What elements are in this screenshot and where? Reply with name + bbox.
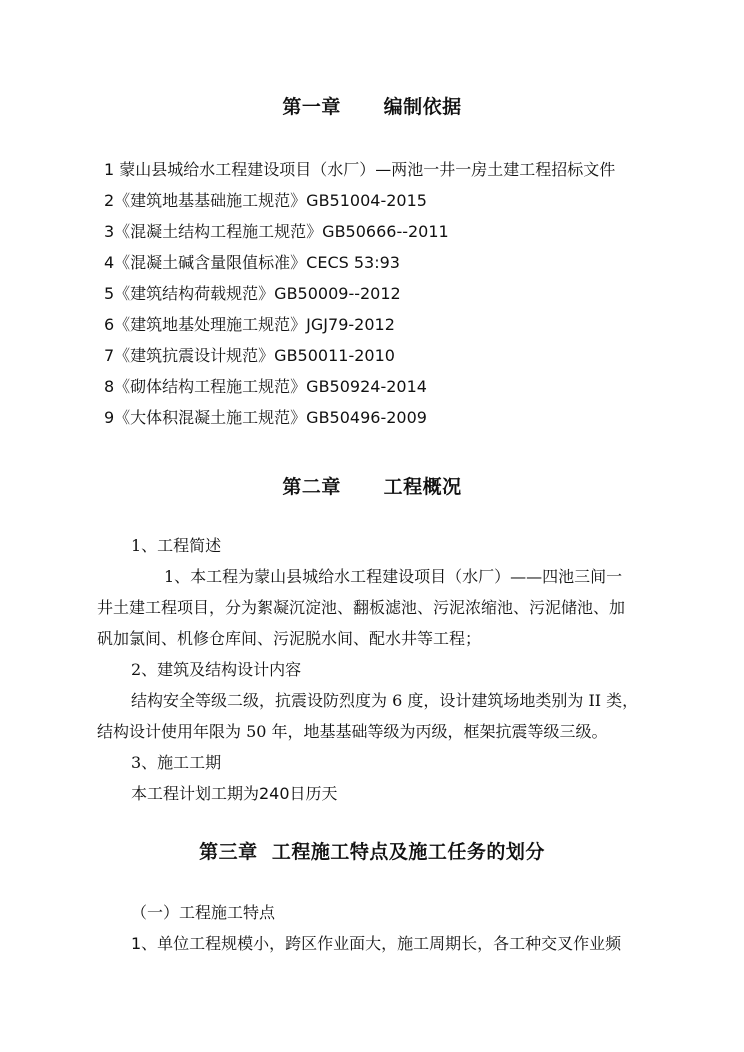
chapter-3-title: 第三章 工程施工特点及施工任务的划分 [199, 841, 545, 863]
section-heading-schedule: 3、施工工期 [131, 753, 222, 772]
reference-item-1: 1 蒙山县城给水工程建设项目（水厂）—两池一井一房土建工程招标文件 [104, 160, 616, 179]
design-paragraph-line-1: 结构安全等级二级，抗震设防烈度为 6 度，设计建筑场地类别为 II 类， [131, 691, 639, 710]
schedule-paragraph-line-1: 本工程计划工期为240日历天 [131, 784, 338, 803]
chapter-1-title: 第一章 编制依据 [282, 96, 462, 118]
overview-paragraph-line-1: 1、本工程为蒙山县城给水工程建设项目（水厂）——四池三间一 [164, 567, 623, 586]
reference-item-6: 6《建筑地基处理施工规范》JGJ79-2012 [104, 315, 395, 334]
reference-item-5: 5《建筑结构荷载规范》GB50009--2012 [104, 284, 401, 303]
overview-paragraph-line-3: 矾加氯间、机修仓库间、污泥脱水间、配水井等工程； [97, 629, 482, 648]
reference-item-9: 9《大体积混凝土施工规范》GB50496-2009 [104, 408, 427, 427]
features-paragraph-line-1: 1、单位工程规模小，跨区作业面大，施工周期长，各工种交叉作业频 [131, 934, 622, 953]
design-paragraph-line-2: 结构设计使用年限为 50 年，地基基础等级为丙级，框架抗震等级三级。 [97, 722, 608, 741]
reference-item-4: 4《混凝土碱含量限值标准》CECS 53:93 [104, 253, 400, 272]
overview-paragraph-line-2: 井土建工程项目，分为絮凝沉淀池、翻板滤池、污泥浓缩池、污泥储池、加 [97, 598, 626, 617]
chapter-2-title: 第二章 工程概况 [282, 476, 462, 498]
subsection-heading-features: （一）工程施工特点 [131, 903, 276, 922]
section-heading-overview: 1、工程简述 [131, 536, 222, 555]
reference-item-3: 3《混凝土结构工程施工规范》GB50666--2011 [104, 222, 449, 241]
section-heading-design: 2、建筑及结构设计内容 [131, 660, 302, 679]
reference-item-8: 8《砌体结构工程施工规范》GB50924-2014 [104, 377, 427, 396]
reference-item-7: 7《建筑抗震设计规范》GB50011-2010 [104, 346, 395, 365]
reference-item-2: 2《建筑地基基础施工规范》GB51004-2015 [104, 191, 427, 210]
